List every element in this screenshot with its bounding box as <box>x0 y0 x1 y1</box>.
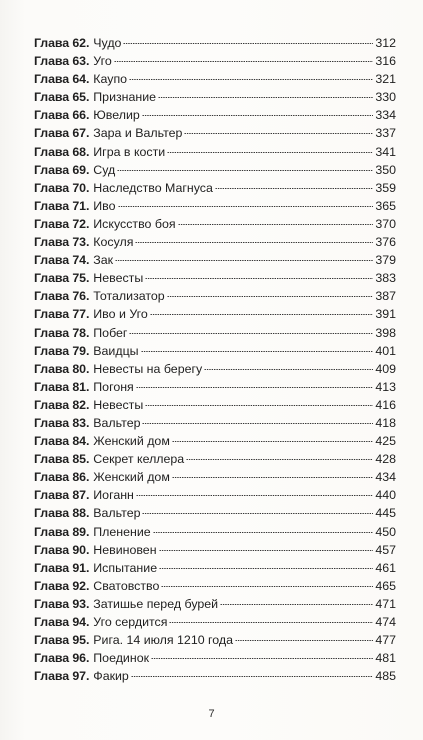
chapter-title: Каупо <box>93 72 128 87</box>
dot-leader <box>142 423 373 424</box>
chapter-title: Ваидцы <box>93 343 139 358</box>
dot-leader <box>178 224 374 225</box>
toc-entry <box>34 486 396 504</box>
dot-leader <box>172 477 373 478</box>
toc-entry <box>34 287 396 305</box>
chapter-number: Глава 73. <box>34 235 90 250</box>
chapter-number: Глава 81. <box>34 379 90 394</box>
chapter-page-number: 477 <box>375 633 396 648</box>
chapter-number: Глава 78. <box>34 325 90 340</box>
chapter-number: Глава 86. <box>34 470 90 485</box>
chapter-page-number: 450 <box>375 524 396 539</box>
toc-entry <box>34 305 396 323</box>
chapter-number: Глава 62. <box>34 36 90 50</box>
toc-entry <box>34 52 396 70</box>
chapter-title: Иоганн <box>93 488 134 503</box>
toc-entry <box>34 541 396 559</box>
chapter-title: Чудо <box>93 36 122 50</box>
toc-entry <box>34 450 396 468</box>
dot-leader <box>115 260 373 261</box>
chapter-page-number: 341 <box>375 144 396 159</box>
chapter-title: Побег <box>93 325 128 340</box>
dot-leader <box>204 369 373 370</box>
chapter-number: Глава 97. <box>34 669 90 684</box>
chapter-title: Погоня <box>93 379 134 394</box>
dot-leader <box>169 622 373 623</box>
dot-leader <box>117 170 373 171</box>
chapter-number: Глава 63. <box>34 54 90 69</box>
chapter-number: Глава 90. <box>34 542 90 557</box>
chapter-number: Глава 65. <box>34 90 90 105</box>
chapter-number: Глава 79. <box>34 343 90 358</box>
chapter-title: Невесты <box>93 271 144 286</box>
toc-entry <box>34 432 396 450</box>
chapter-number: Глава 75. <box>34 271 90 286</box>
dot-leader <box>135 242 373 243</box>
dot-leader <box>153 532 374 533</box>
chapter-page-number: 457 <box>375 542 396 557</box>
chapter-number: Глава 77. <box>34 307 90 322</box>
chapter-title: Уго сердится <box>93 615 168 629</box>
chapter-page-number: 485 <box>375 669 396 684</box>
toc-entry <box>34 197 396 215</box>
dot-leader <box>159 550 374 551</box>
chapter-page-number: 359 <box>375 180 396 195</box>
chapter-number: Глава 96. <box>34 651 90 666</box>
chapter-title: Признание <box>93 90 157 105</box>
chapter-number: Глава 71. <box>34 198 90 213</box>
toc-entry <box>34 269 396 287</box>
chapter-page-number: 416 <box>375 397 396 412</box>
toc-entry <box>34 468 396 486</box>
chapter-page-number: 312 <box>375 36 396 50</box>
chapter-title: Факир <box>93 669 129 684</box>
chapter-number: Глава 87. <box>34 488 90 503</box>
dot-leader <box>167 152 373 153</box>
toc-entry <box>34 667 396 685</box>
dot-leader <box>136 495 373 496</box>
dot-leader <box>167 296 374 297</box>
chapter-number: Глава 93. <box>34 596 90 611</box>
dot-leader <box>150 314 374 315</box>
chapter-number: Глава 84. <box>34 434 90 449</box>
chapter-number: Глава 76. <box>34 289 90 304</box>
chapter-page-number: 365 <box>375 198 396 213</box>
chapter-title: Женский дом <box>93 434 170 449</box>
chapter-number: Глава 70. <box>34 180 90 195</box>
chapter-page-number: 387 <box>375 289 396 304</box>
toc-entry <box>34 342 396 360</box>
toc-entry <box>34 631 396 649</box>
dot-leader <box>123 43 373 44</box>
dot-leader <box>186 459 373 460</box>
chapter-page-number: 398 <box>375 325 396 340</box>
chapter-page-number: 370 <box>375 216 396 231</box>
chapter-page-number: 401 <box>375 343 396 358</box>
chapter-title: Тотализатор <box>93 289 165 304</box>
chapter-number: Глава 69. <box>34 162 90 177</box>
chapter-title: Пленение <box>93 524 151 539</box>
chapter-page-number: 334 <box>375 108 396 123</box>
chapter-title: Рига. 14 июля 1210 года <box>93 633 234 648</box>
dot-leader <box>151 658 373 659</box>
page-number: 7 <box>208 708 215 720</box>
dot-leader <box>159 568 373 569</box>
chapter-title: Затишье перед бурей <box>93 596 219 611</box>
dot-leader <box>145 405 373 406</box>
chapter-title: Зак <box>93 253 114 268</box>
toc-entry <box>34 143 396 161</box>
toc-entry <box>34 88 396 106</box>
dot-leader <box>220 604 373 605</box>
chapter-page-number: 337 <box>375 126 396 141</box>
chapter-page-number: 445 <box>375 506 396 521</box>
dot-leader <box>136 387 374 388</box>
chapter-number: Глава 94. <box>34 615 90 629</box>
chapter-page-number: 379 <box>375 253 396 268</box>
toc-entry <box>34 70 396 88</box>
chapter-title: Искусство боя <box>93 216 176 231</box>
toc-entry <box>34 378 396 396</box>
chapter-title: Ювелир <box>93 108 140 123</box>
toc-entry <box>34 124 396 142</box>
dot-leader <box>114 61 374 62</box>
toc-entry <box>34 360 396 378</box>
chapter-number: Глава 95. <box>34 633 90 648</box>
dot-leader <box>215 188 373 189</box>
dot-leader <box>161 586 373 587</box>
chapter-page-number: 330 <box>375 90 396 105</box>
toc-entry <box>34 324 396 342</box>
dot-leader <box>129 333 373 334</box>
dot-leader <box>172 441 373 442</box>
chapter-page-number: 465 <box>375 578 396 593</box>
toc-entry <box>34 649 396 667</box>
chapter-page-number: 440 <box>375 488 396 503</box>
chapter-page-number: 409 <box>375 361 396 376</box>
chapter-title: Иво и Уго <box>93 307 148 322</box>
chapter-title: Иво <box>93 198 116 213</box>
dot-leader <box>141 351 374 352</box>
chapter-number: Глава 64. <box>34 72 90 87</box>
dot-leader <box>142 513 373 514</box>
chapter-title: Суд <box>93 162 116 177</box>
toc-entry <box>34 396 396 414</box>
chapter-title: Сватовство <box>93 578 160 593</box>
dot-leader <box>145 278 373 279</box>
table-of-contents <box>34 34 396 685</box>
chapter-page-number: 383 <box>375 271 396 286</box>
chapter-number: Глава 82. <box>34 397 90 412</box>
chapter-page-number: 418 <box>375 415 396 430</box>
chapter-title: Невиновен <box>93 542 157 557</box>
chapter-page-number: 425 <box>375 434 396 449</box>
dot-leader <box>235 640 373 641</box>
chapter-title: Вальтер <box>93 415 141 430</box>
toc-entry <box>34 34 396 52</box>
dot-leader <box>142 115 374 116</box>
chapter-page-number: 481 <box>375 651 396 666</box>
chapter-number: Глава 92. <box>34 578 90 593</box>
toc-entry <box>34 414 396 432</box>
chapter-number: Глава 85. <box>34 452 90 467</box>
toc-entry <box>34 179 396 197</box>
chapter-number: Глава 80. <box>34 361 90 376</box>
toc-entry <box>34 613 396 631</box>
chapter-number: Глава 74. <box>34 253 90 268</box>
dot-leader <box>158 97 373 98</box>
chapter-page-number: 471 <box>375 596 396 611</box>
chapter-page-number: 428 <box>375 452 396 467</box>
chapter-page-number: 350 <box>375 162 396 177</box>
chapter-number: Глава 89. <box>34 524 90 539</box>
toc-entry <box>34 559 396 577</box>
chapter-number: Глава 83. <box>34 415 90 430</box>
toc-entry <box>34 577 396 595</box>
chapter-page-number: 474 <box>375 615 396 629</box>
chapter-title: Секрет келлера <box>93 452 185 467</box>
chapter-page-number: 434 <box>375 470 396 485</box>
chapter-title: Зара и Вальтер <box>93 126 183 141</box>
chapter-number: Глава 91. <box>34 560 90 575</box>
chapter-number: Глава 67. <box>34 126 90 141</box>
chapter-title: Женский дом <box>93 470 170 485</box>
toc-entry <box>34 106 396 124</box>
toc-entry <box>34 233 396 251</box>
chapter-number: Глава 68. <box>34 144 90 159</box>
chapter-title: Невесты <box>93 397 144 412</box>
chapter-number: Глава 66. <box>34 108 90 123</box>
toc-entry <box>34 215 396 233</box>
chapter-page-number: 461 <box>375 560 396 575</box>
chapter-title: Вальтер <box>93 506 141 521</box>
chapter-page-number: 321 <box>375 72 396 87</box>
chapter-page-number: 413 <box>375 379 396 394</box>
chapter-title: Поединок <box>93 651 150 666</box>
chapter-number: Глава 72. <box>34 216 90 231</box>
dot-leader <box>129 79 373 80</box>
chapter-title: Невесты на берегу <box>93 361 203 376</box>
chapter-page-number: 376 <box>375 235 396 250</box>
chapter-title: Косуля <box>93 235 134 250</box>
chapter-title: Испытание <box>93 560 158 575</box>
chapter-title: Наследство Магнуса <box>93 180 213 195</box>
toc-entry <box>34 595 396 613</box>
chapter-page-number: 391 <box>375 307 396 322</box>
chapter-number: Глава 88. <box>34 506 90 521</box>
chapter-title: Игра в кости <box>93 144 166 159</box>
toc-entry <box>34 161 396 179</box>
toc-entry <box>34 523 396 541</box>
toc-entry <box>34 504 396 522</box>
chapter-title: Уго <box>93 54 112 69</box>
toc-entry <box>34 251 396 269</box>
chapter-page-number: 316 <box>375 54 396 69</box>
dot-leader <box>131 676 373 677</box>
dot-leader <box>184 133 373 134</box>
dot-leader <box>118 206 374 207</box>
